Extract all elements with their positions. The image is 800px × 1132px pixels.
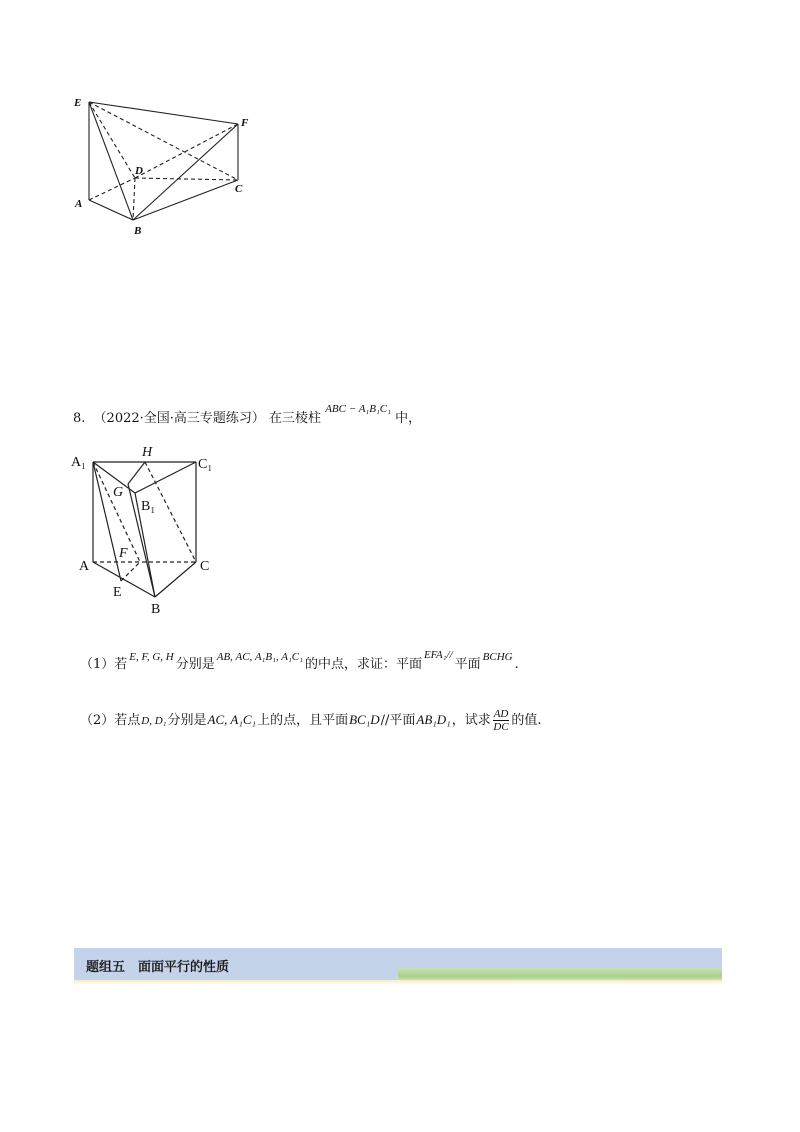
label-C: C: [200, 559, 210, 574]
label-H: H: [142, 445, 153, 460]
problem-8-part-2: [80, 708, 542, 733]
part1-text-5: .: [514, 657, 519, 672]
part1-points: E, F, G, H: [129, 651, 174, 663]
part2-plane2: AB₁D₁: [416, 712, 451, 727]
part2-text-6: 的值.: [511, 713, 542, 728]
part1-index: （1）: [80, 657, 115, 672]
section-header-shadow: [74, 980, 722, 984]
label-D: D: [135, 165, 143, 177]
part1-segments: AB, AC, A₁B₁, A₁C₁: [216, 651, 303, 663]
label-E: E: [113, 585, 122, 600]
label-C: C: [235, 183, 243, 195]
label-E: E: [74, 97, 82, 109]
problem-number: 8.: [73, 411, 86, 426]
part1-text-1: 若: [114, 657, 128, 672]
label-G: G: [113, 485, 124, 500]
part2-segments: AC, A₁C₁: [207, 712, 257, 727]
part1-text-3: 的中点，求证：平面: [304, 657, 422, 672]
section-title: 题组五 面面平行的性质: [86, 960, 230, 975]
label-A1: A₁: [71, 455, 86, 470]
problem-8-part-1: [80, 649, 519, 674]
label-A: A: [75, 198, 83, 210]
label-C1: C₁: [198, 457, 213, 472]
part2-text-4: //平面: [380, 713, 416, 728]
part2-index: （2）: [80, 713, 115, 728]
fraction-denominator: DC: [493, 721, 509, 733]
problem-stem-pre: 在三棱柱: [269, 411, 322, 426]
part2-text-1: 若点: [114, 713, 141, 728]
prism-name: ABC − A₁B₁C₁: [325, 403, 391, 415]
figure-triangular-prism: [70, 440, 230, 620]
problem-8-stem: [73, 403, 422, 428]
label-B: B: [151, 602, 161, 617]
part2-points: D, D₁: [141, 715, 167, 727]
label-F: F: [241, 117, 249, 129]
part1-plane1: EFA₁//: [423, 649, 453, 661]
problem-source: （2022·全国·高三专题练习）: [93, 411, 265, 426]
fraction-numerator: AD: [493, 708, 509, 720]
label-A: A: [79, 559, 90, 574]
problem-stem-post: 中，: [395, 411, 422, 426]
part2-text-3: 上的点，且平面: [257, 713, 349, 728]
part2-text-2: 分别是: [167, 713, 207, 728]
part2-plane1: BC₁D: [349, 712, 380, 727]
part1-text-4: 平面: [454, 657, 481, 672]
figure-polyhedron-efdcab: [60, 90, 260, 240]
part1-text-2: 分别是: [175, 657, 215, 672]
fraction-ad-dc: [493, 708, 510, 733]
label-F: F: [119, 546, 128, 561]
part1-plane2: BCHG: [482, 651, 513, 663]
label-B1: B₁: [141, 499, 156, 514]
part2-text-5: ，试求: [451, 713, 491, 728]
label-B: B: [134, 225, 142, 237]
